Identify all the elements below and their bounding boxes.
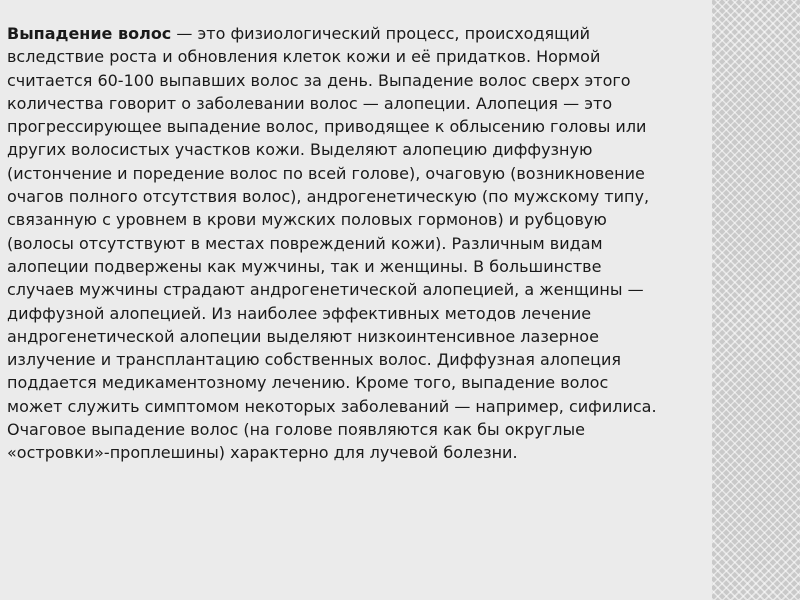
slide-body-paragraph <box>7 22 667 465</box>
body-text: — это физиологический процесс, происходящий вследствие роста и обновления клеток кожи и её придатков. Нормой считается 60-100 выпавших волос за день. Выпадение волос сверх этого количества говорит о заболевании волос — алопеции. Алопеция — это прогрессирующее выпадение волос, приводящее к облысению головы или других волосистых участков кожи. Выделяют алопецию диффузную (истончение и поредение волос по всей голове), очаговую (возникновение очагов полного отсутствия волос), андрогенетическую (по мужскому типу, связанную с уровнем в крови мужских половых гормонов) и рубцовую (волосы отсутствуют в местах повреждений кожи). Различным видам алопеции подвержены как мужчины, так и женщины. В большинстве случаев мужчины страдают андрогенетической алопецией, а женщины — диффузной алопецией. Из наиболее эффективных методов лечение андрогенетической алопеции выделяют низкоинтенсивное лазерное излучение и трансплантацию собственных волос. Диффузная алопеция поддается медикаментозному лечению. Кроме того, выпадение волос может служить симптомом некоторых заболеваний — например, сифилиса. Очаговое выпадение волос (на голове появляются как бы округлые «островки»-проплешины) характерно для лучевой болезни. <box>7 24 657 463</box>
lead-term: Выпадение волос <box>7 24 172 43</box>
decorative-side-panel <box>712 0 800 600</box>
